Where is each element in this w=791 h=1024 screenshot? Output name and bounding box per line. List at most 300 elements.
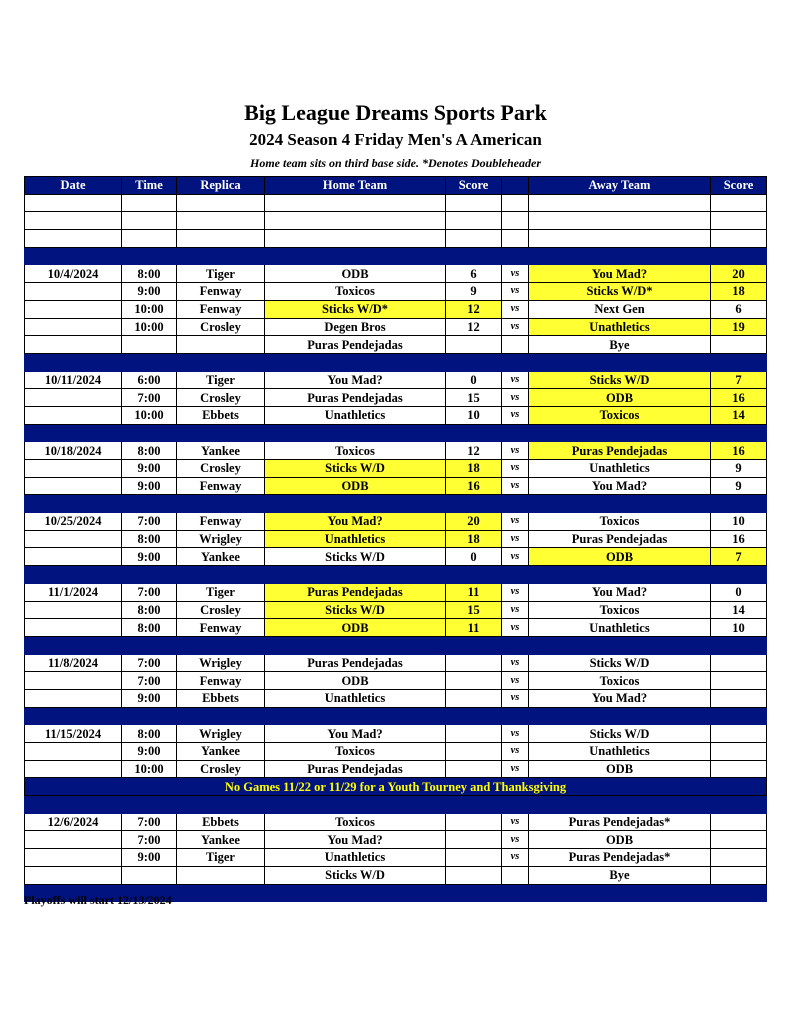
separator-cell <box>502 353 529 371</box>
game-replica-field: Ebbets <box>177 813 265 831</box>
playoffs-note: Playoffs will start 12/13/2024 <box>24 893 172 907</box>
game-time: 7:00 <box>122 672 177 690</box>
separator-cell <box>25 247 122 265</box>
separator-cell <box>446 884 502 902</box>
game-date: 10/25/2024 <box>25 513 122 531</box>
replica-header: Replica <box>177 177 265 195</box>
game-replica-field: Tiger <box>177 371 265 389</box>
blank-cell <box>529 230 711 248</box>
vs-label: vs <box>502 583 529 601</box>
home-score-header: Score <box>446 177 502 195</box>
away-score-header: Score <box>711 177 767 195</box>
game-row <box>25 831 767 849</box>
vs-label: vs <box>502 406 529 424</box>
blank-cell <box>25 230 122 248</box>
game-time: 7:00 <box>122 654 177 672</box>
away-score: 16 <box>711 530 767 548</box>
game-date <box>25 672 122 690</box>
blank-cell <box>502 212 529 230</box>
separator-cell <box>711 566 767 584</box>
separator-cell <box>446 636 502 654</box>
separator-cell <box>25 424 122 442</box>
home-team: Unathletics <box>265 849 446 867</box>
game-time: 10:00 <box>122 406 177 424</box>
game-date: 10/11/2024 <box>25 371 122 389</box>
game-replica-field: Tiger <box>177 265 265 283</box>
separator-cell <box>529 636 711 654</box>
game-row <box>25 336 767 354</box>
home-score <box>446 760 502 778</box>
game-time: 9:00 <box>122 283 177 301</box>
away-score: 16 <box>711 389 767 407</box>
home-team: Sticks W/D <box>265 866 446 884</box>
vs-label: vs <box>502 619 529 637</box>
away-team: Bye <box>529 336 711 354</box>
home-team: Toxicos <box>265 283 446 301</box>
game-replica-field: Fenway <box>177 283 265 301</box>
separator-cell <box>177 495 265 513</box>
home-score: 12 <box>446 442 502 460</box>
blank-cell <box>25 194 122 212</box>
away-team: Toxicos <box>529 601 711 619</box>
separator-cell <box>502 495 529 513</box>
game-time: 10:00 <box>122 300 177 318</box>
home-team: Sticks W/D <box>265 460 446 478</box>
home-team: You Mad? <box>265 371 446 389</box>
home-score <box>446 336 502 354</box>
home-score <box>446 849 502 867</box>
separator-row <box>25 566 767 584</box>
separator-cell <box>502 247 529 265</box>
game-date <box>25 743 122 761</box>
separator-row <box>25 636 767 654</box>
separator-cell <box>502 424 529 442</box>
blank-cell <box>265 194 446 212</box>
page-title: Big League Dreams Sports Park <box>244 100 547 125</box>
vs-label: vs <box>502 831 529 849</box>
separator-cell <box>177 884 265 902</box>
home-team: ODB <box>265 619 446 637</box>
separator-cell <box>711 636 767 654</box>
vs-label <box>502 866 529 884</box>
home-score: 10 <box>446 406 502 424</box>
blank-cell <box>446 212 502 230</box>
away-team: Toxicos <box>529 513 711 531</box>
separator-cell <box>177 636 265 654</box>
game-row <box>25 725 767 743</box>
home-team: Sticks W/D* <box>265 300 446 318</box>
away-team: Unathletics <box>529 318 711 336</box>
separator-cell <box>122 247 177 265</box>
vs-label: vs <box>502 654 529 672</box>
game-time <box>122 336 177 354</box>
game-time: 8:00 <box>122 601 177 619</box>
header-row <box>25 177 767 195</box>
vs-label: vs <box>502 300 529 318</box>
game-time: 7:00 <box>122 389 177 407</box>
game-row <box>25 513 767 531</box>
game-time: 10:00 <box>122 318 177 336</box>
vs-label: vs <box>502 760 529 778</box>
game-replica-field: Ebbets <box>177 689 265 707</box>
home-score <box>446 689 502 707</box>
blank-cell <box>177 230 265 248</box>
page-subtitle: 2024 Season 4 Friday Men's A American <box>249 130 542 149</box>
game-time: 9:00 <box>122 743 177 761</box>
game-time: 10:00 <box>122 760 177 778</box>
away-team: Puras Pendejadas <box>529 530 711 548</box>
game-row <box>25 318 767 336</box>
no-games-notice-row <box>25 778 767 796</box>
game-replica-field: Crosley <box>177 460 265 478</box>
game-date <box>25 619 122 637</box>
separator-cell <box>265 495 446 513</box>
separator-cell <box>265 884 446 902</box>
home-team: Toxicos <box>265 813 446 831</box>
game-date: 10/18/2024 <box>25 442 122 460</box>
game-replica-field: Yankee <box>177 831 265 849</box>
away-score <box>711 831 767 849</box>
away-team: ODB <box>529 389 711 407</box>
home-score <box>446 866 502 884</box>
game-date <box>25 283 122 301</box>
game-time: 8:00 <box>122 442 177 460</box>
away-team: You Mad? <box>529 689 711 707</box>
game-row <box>25 849 767 867</box>
game-row <box>25 866 767 884</box>
away-score: 14 <box>711 406 767 424</box>
separator-cell <box>529 247 711 265</box>
blank-cell <box>177 212 265 230</box>
away-score: 19 <box>711 318 767 336</box>
home-score: 6 <box>446 265 502 283</box>
separator-cell <box>177 247 265 265</box>
game-replica-field: Fenway <box>177 300 265 318</box>
separator-row <box>25 707 767 725</box>
game-row <box>25 760 767 778</box>
game-replica-field: Crosley <box>177 760 265 778</box>
home-score: 18 <box>446 530 502 548</box>
home-team: Toxicos <box>265 442 446 460</box>
home-team: You Mad? <box>265 725 446 743</box>
separator-cell <box>122 424 177 442</box>
game-replica-field <box>177 866 265 884</box>
away-score: 14 <box>711 601 767 619</box>
vs-label: vs <box>502 513 529 531</box>
separator-cell <box>265 247 446 265</box>
game-time: 7:00 <box>122 583 177 601</box>
separator-cell <box>265 353 446 371</box>
game-date <box>25 477 122 495</box>
home-score: 18 <box>446 460 502 478</box>
home-team: Puras Pendejadas <box>265 654 446 672</box>
game-time: 9:00 <box>122 477 177 495</box>
home-score <box>446 725 502 743</box>
separator-cell <box>529 707 711 725</box>
game-row <box>25 743 767 761</box>
game-row <box>25 601 767 619</box>
away-score <box>711 760 767 778</box>
away-score <box>711 813 767 831</box>
game-row <box>25 548 767 566</box>
separator-cell <box>446 707 502 725</box>
vs-label <box>502 336 529 354</box>
away-team-header: Away Team <box>529 177 711 195</box>
away-team: ODB <box>529 548 711 566</box>
vs-header <box>502 177 529 195</box>
away-team: Unathletics <box>529 619 711 637</box>
away-team: ODB <box>529 760 711 778</box>
game-row <box>25 672 767 690</box>
separator-cell <box>529 884 711 902</box>
home-team: Unathletics <box>265 406 446 424</box>
home-team: Sticks W/D <box>265 601 446 619</box>
separator-cell <box>502 636 529 654</box>
away-team: Sticks W/D* <box>529 283 711 301</box>
home-team: Sticks W/D <box>265 548 446 566</box>
blank-cell <box>265 212 446 230</box>
separator-cell <box>265 707 446 725</box>
separator-cell <box>177 424 265 442</box>
separator-cell <box>177 707 265 725</box>
blank-row <box>25 230 767 248</box>
game-date: 11/1/2024 <box>25 583 122 601</box>
home-score <box>446 672 502 690</box>
away-score: 20 <box>711 265 767 283</box>
home-team: Puras Pendejadas <box>265 389 446 407</box>
game-row <box>25 619 767 637</box>
home-score <box>446 654 502 672</box>
away-score: 7 <box>711 371 767 389</box>
vs-label: vs <box>502 725 529 743</box>
separator-cell <box>502 884 529 902</box>
separator-cell <box>446 495 502 513</box>
separator-cell <box>265 566 446 584</box>
vs-label: vs <box>502 442 529 460</box>
separator-row <box>25 796 767 814</box>
game-date: 11/15/2024 <box>25 725 122 743</box>
separator-cell <box>177 353 265 371</box>
away-team: Toxicos <box>529 672 711 690</box>
game-replica-field: Wrigley <box>177 725 265 743</box>
blank-cell <box>122 230 177 248</box>
game-date <box>25 406 122 424</box>
home-score: 16 <box>446 477 502 495</box>
blank-cell <box>446 230 502 248</box>
vs-label: vs <box>502 460 529 478</box>
game-replica-field: Fenway <box>177 513 265 531</box>
vs-label: vs <box>502 548 529 566</box>
home-score: 11 <box>446 619 502 637</box>
home-score <box>446 743 502 761</box>
vs-label: vs <box>502 813 529 831</box>
away-score <box>711 849 767 867</box>
home-team: You Mad? <box>265 831 446 849</box>
vs-label: vs <box>502 601 529 619</box>
separator-cell <box>177 566 265 584</box>
away-team: Sticks W/D <box>529 725 711 743</box>
game-time: 8:00 <box>122 530 177 548</box>
vs-label: vs <box>502 689 529 707</box>
game-row <box>25 283 767 301</box>
game-time: 9:00 <box>122 548 177 566</box>
separator-cell <box>122 707 177 725</box>
away-score: 10 <box>711 619 767 637</box>
blank-cell <box>711 212 767 230</box>
away-score <box>711 743 767 761</box>
away-score <box>711 725 767 743</box>
game-time <box>122 866 177 884</box>
blank-cell <box>25 212 122 230</box>
away-score: 6 <box>711 300 767 318</box>
home-team: Puras Pendejadas <box>265 760 446 778</box>
game-replica-field: Tiger <box>177 849 265 867</box>
game-date <box>25 460 122 478</box>
game-row <box>25 265 767 283</box>
separator-cell <box>25 636 122 654</box>
home-team: ODB <box>265 477 446 495</box>
separator-cell <box>711 495 767 513</box>
away-team: Unathletics <box>529 743 711 761</box>
home-score <box>446 813 502 831</box>
away-team: Sticks W/D <box>529 654 711 672</box>
page-note: Home team sits on third base side. *Denotes Doubleheader <box>250 156 541 170</box>
game-row <box>25 371 767 389</box>
game-date: 11/8/2024 <box>25 654 122 672</box>
separator-cell <box>711 707 767 725</box>
away-score: 0 <box>711 583 767 601</box>
home-score: 11 <box>446 583 502 601</box>
away-team: ODB <box>529 831 711 849</box>
game-time: 7:00 <box>122 831 177 849</box>
game-row <box>25 813 767 831</box>
game-date <box>25 389 122 407</box>
home-score: 12 <box>446 318 502 336</box>
separator-cell <box>529 353 711 371</box>
separator-cell <box>711 247 767 265</box>
home-team: Puras Pendejadas <box>265 336 446 354</box>
game-replica-field: Fenway <box>177 672 265 690</box>
game-date <box>25 866 122 884</box>
away-team: Puras Pendejadas* <box>529 813 711 831</box>
home-team: Unathletics <box>265 689 446 707</box>
home-score: 15 <box>446 389 502 407</box>
game-time: 9:00 <box>122 460 177 478</box>
game-time: 7:00 <box>122 813 177 831</box>
separator-cell <box>25 707 122 725</box>
game-row <box>25 654 767 672</box>
away-team: Puras Pendejadas* <box>529 849 711 867</box>
game-row <box>25 389 767 407</box>
home-team: Unathletics <box>265 530 446 548</box>
away-score: 9 <box>711 477 767 495</box>
away-team: Bye <box>529 866 711 884</box>
separator-cell <box>711 884 767 902</box>
separator-cell <box>122 636 177 654</box>
blank-cell <box>265 230 446 248</box>
game-date: 10/4/2024 <box>25 265 122 283</box>
game-replica-field: Crosley <box>177 389 265 407</box>
game-replica-field: Yankee <box>177 442 265 460</box>
separator-row <box>25 495 767 513</box>
separator-cell <box>25 796 122 814</box>
separator-row <box>25 247 767 265</box>
blank-row <box>25 194 767 212</box>
blank-cell <box>711 230 767 248</box>
game-row <box>25 530 767 548</box>
game-replica-field: Fenway <box>177 619 265 637</box>
blank-cell <box>446 194 502 212</box>
separator-cell <box>446 566 502 584</box>
away-team: You Mad? <box>529 583 711 601</box>
home-team: Degen Bros <box>265 318 446 336</box>
home-team-header: Home Team <box>265 177 446 195</box>
game-date <box>25 548 122 566</box>
separator-cell <box>265 796 446 814</box>
game-row <box>25 477 767 495</box>
game-replica-field: Ebbets <box>177 406 265 424</box>
separator-row <box>25 353 767 371</box>
separator-cell <box>25 566 122 584</box>
game-replica-field: Yankee <box>177 743 265 761</box>
separator-cell <box>502 566 529 584</box>
blank-cell <box>502 194 529 212</box>
separator-cell <box>122 495 177 513</box>
date-header: Date <box>25 177 122 195</box>
blank-cell <box>177 194 265 212</box>
vs-label: vs <box>502 265 529 283</box>
away-team: You Mad? <box>529 265 711 283</box>
away-team: Next Gen <box>529 300 711 318</box>
away-score: 7 <box>711 548 767 566</box>
separator-cell <box>25 353 122 371</box>
game-replica-field: Tiger <box>177 583 265 601</box>
home-team: ODB <box>265 672 446 690</box>
home-score <box>446 831 502 849</box>
separator-cell <box>502 707 529 725</box>
away-score <box>711 866 767 884</box>
away-team: You Mad? <box>529 477 711 495</box>
away-team: Toxicos <box>529 406 711 424</box>
game-row <box>25 460 767 478</box>
home-score: 15 <box>446 601 502 619</box>
home-team: Toxicos <box>265 743 446 761</box>
game-date: 12/6/2024 <box>25 813 122 831</box>
game-row <box>25 583 767 601</box>
game-date <box>25 760 122 778</box>
game-date <box>25 336 122 354</box>
away-score: 16 <box>711 442 767 460</box>
game-replica-field: Fenway <box>177 477 265 495</box>
game-time: 9:00 <box>122 689 177 707</box>
away-score: 10 <box>711 513 767 531</box>
game-date <box>25 689 122 707</box>
no-games-notice: No Games 11/22 or 11/29 for a Youth Tourney and Thanksgiving <box>25 778 767 796</box>
blank-cell <box>529 194 711 212</box>
game-row <box>25 442 767 460</box>
game-row <box>25 689 767 707</box>
home-score: 12 <box>446 300 502 318</box>
separator-cell <box>265 636 446 654</box>
vs-label: vs <box>502 672 529 690</box>
separator-cell <box>25 495 122 513</box>
separator-cell <box>529 796 711 814</box>
home-score: 9 <box>446 283 502 301</box>
separator-cell <box>446 424 502 442</box>
vs-label: vs <box>502 743 529 761</box>
vs-label: vs <box>502 318 529 336</box>
game-time: 9:00 <box>122 849 177 867</box>
